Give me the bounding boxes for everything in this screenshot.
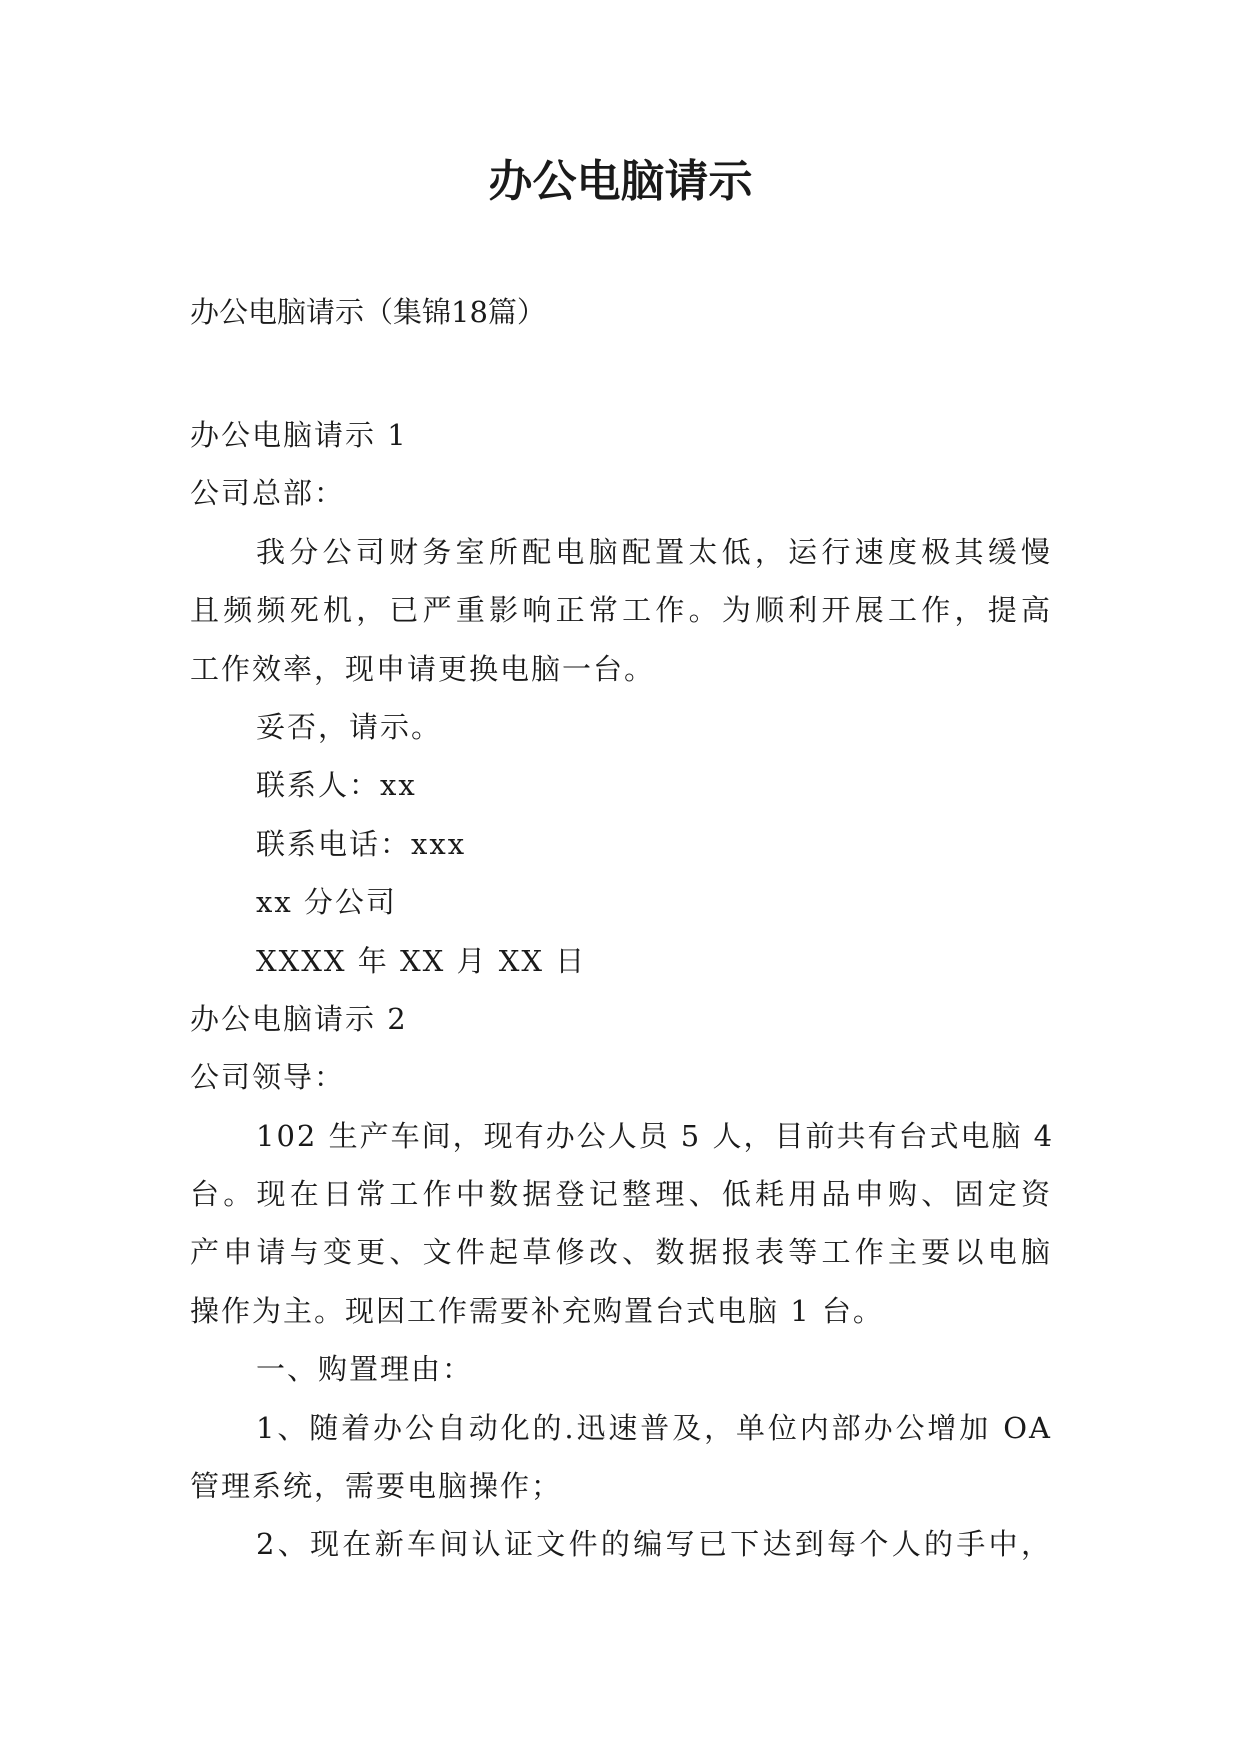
text-line: 我分公司财务室所配电脑配置太低，运行速度极其缓慢 (256, 534, 1052, 569)
text-line: 台。现在日常工作中数据登记整理、低耗用品申购、固定资 (190, 1177, 1052, 1212)
text-line: 联系电话：xxx (256, 826, 467, 861)
text-line: 公司领导： (190, 1060, 346, 1095)
text-line: XXXX 年 XX 月 XX 日 (256, 943, 587, 978)
text-line: 且频频死机，已严重影响正常工作。为顺利开展工作，提高 (190, 593, 1052, 628)
text-line: 102 生产车间，现有办公人员 5 人，目前共有台式电脑 4 (256, 1118, 1055, 1153)
text-line: 1、随着办公自动化的.迅速普及，单位内部办公增加 OA (256, 1410, 1052, 1445)
document-title: 办公电脑请示 (488, 156, 753, 207)
text-line: 管理系统，需要电脑操作； (190, 1469, 563, 1504)
text-line: 公司总部： (190, 476, 346, 511)
text-line: 办公电脑请示 2 (190, 1001, 408, 1036)
document-subtitle: 办公电脑请示（集锦18篇） (190, 295, 546, 329)
text-line: 一、购置理由： (256, 1352, 474, 1387)
text-line: 办公电脑请示 1 (190, 418, 408, 452)
text-line: 产申请与变更、文件起草修改、数据报表等工作主要以电脑 (190, 1235, 1052, 1270)
text-line: 2、现在新车间认证文件的编写已下达到每个人的手中， (256, 1527, 1052, 1562)
text-line: 联系人：xx (256, 768, 417, 803)
text-line: xx 分公司 (256, 885, 397, 920)
text-line: 工作效率，现申请更换电脑一台。 (190, 651, 656, 686)
text-line: 操作为主。现因工作需要补充购置台式电脑 1 台。 (190, 1293, 884, 1328)
text-line: 妥否，请示。 (256, 709, 443, 744)
document-body (190, 406, 1055, 1574)
